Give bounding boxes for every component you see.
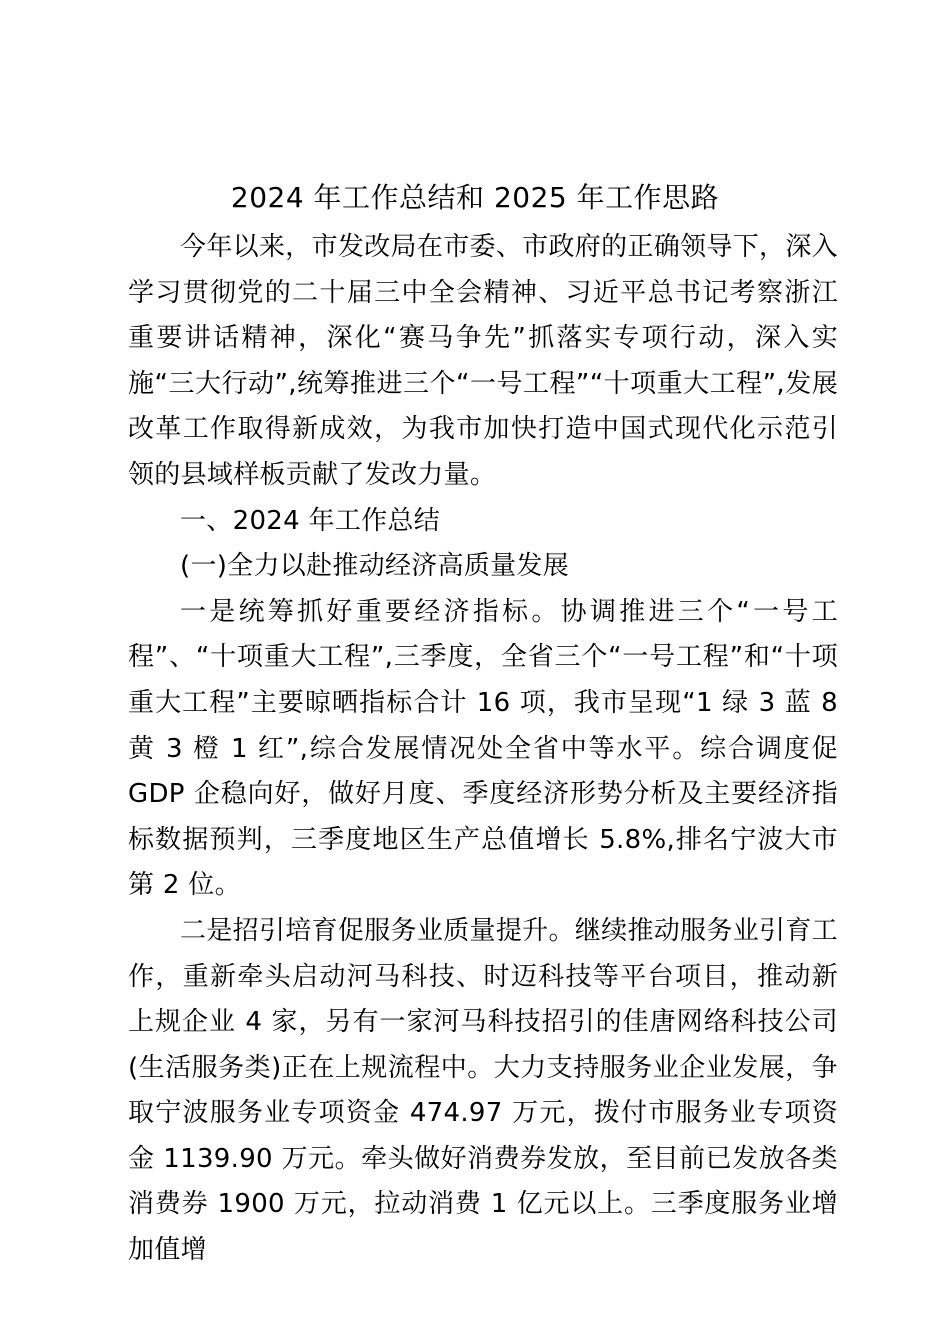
document-title: 2024 年工作总结和 2025 年工作思路: [230, 181, 720, 214]
body-paragraph-2: 二是招引培育促服务业质量提升。继续推动服务业引育工作，重新牵头启动河马科技、时迈科技等平台项目，推动新上规企业 4 家，另有一家河马科技招引的佳唐网络科技公司(生活服务类)正在上规流程中。大力支持服务业企业发展，争取宁波服务业专项资金 474.97 万元，拨付市服务业专项资金 1139.90 万元。牵头做好消费券发放，至目前已发放各类消费券 1900 万元，拉动消费 1 亿元以上。三季度服务业增加值增: [128, 915, 838, 1266]
intro-paragraph: 今年以来，市发改局在市委、市政府的正确领导下，深入学习贯彻党的二十届三中全会精神、习近平总书记考察浙江重要讲话精神，深化“赛马争先”抓落实专项行动，深入实施“三大行动”,统筹推进三个“一号工程”“十项重大工程”,发展改革工作取得新成效，为我市加快打造中国式现代化示范引领的县域样板贡献了发改力量。: [128, 232, 838, 490]
section-heading: 一、2024 年工作总结: [180, 505, 441, 536]
subsection-heading: (一)全力以赴推动经济高质量发展: [180, 551, 570, 582]
body-paragraph-1: 一是统筹抓好重要经济指标。协调推进三个“一号工程”、“十项重大工程”,三季度，全省三个“一号工程”和“十项重大工程”主要晾晒指标合计 16 项，我市呈现“1 绿 3 蓝 8 黄 3 橙 1 红”,综合发展情况处全省中等水平。综合调度促 GDP 企稳向好，做好月度、季度经济形势分析及主要经济指标数据预判，三季度地区生产总值增长 5.8%,排名宁波大市第 2 位。: [128, 596, 838, 901]
document-body: [128, 225, 838, 1274]
